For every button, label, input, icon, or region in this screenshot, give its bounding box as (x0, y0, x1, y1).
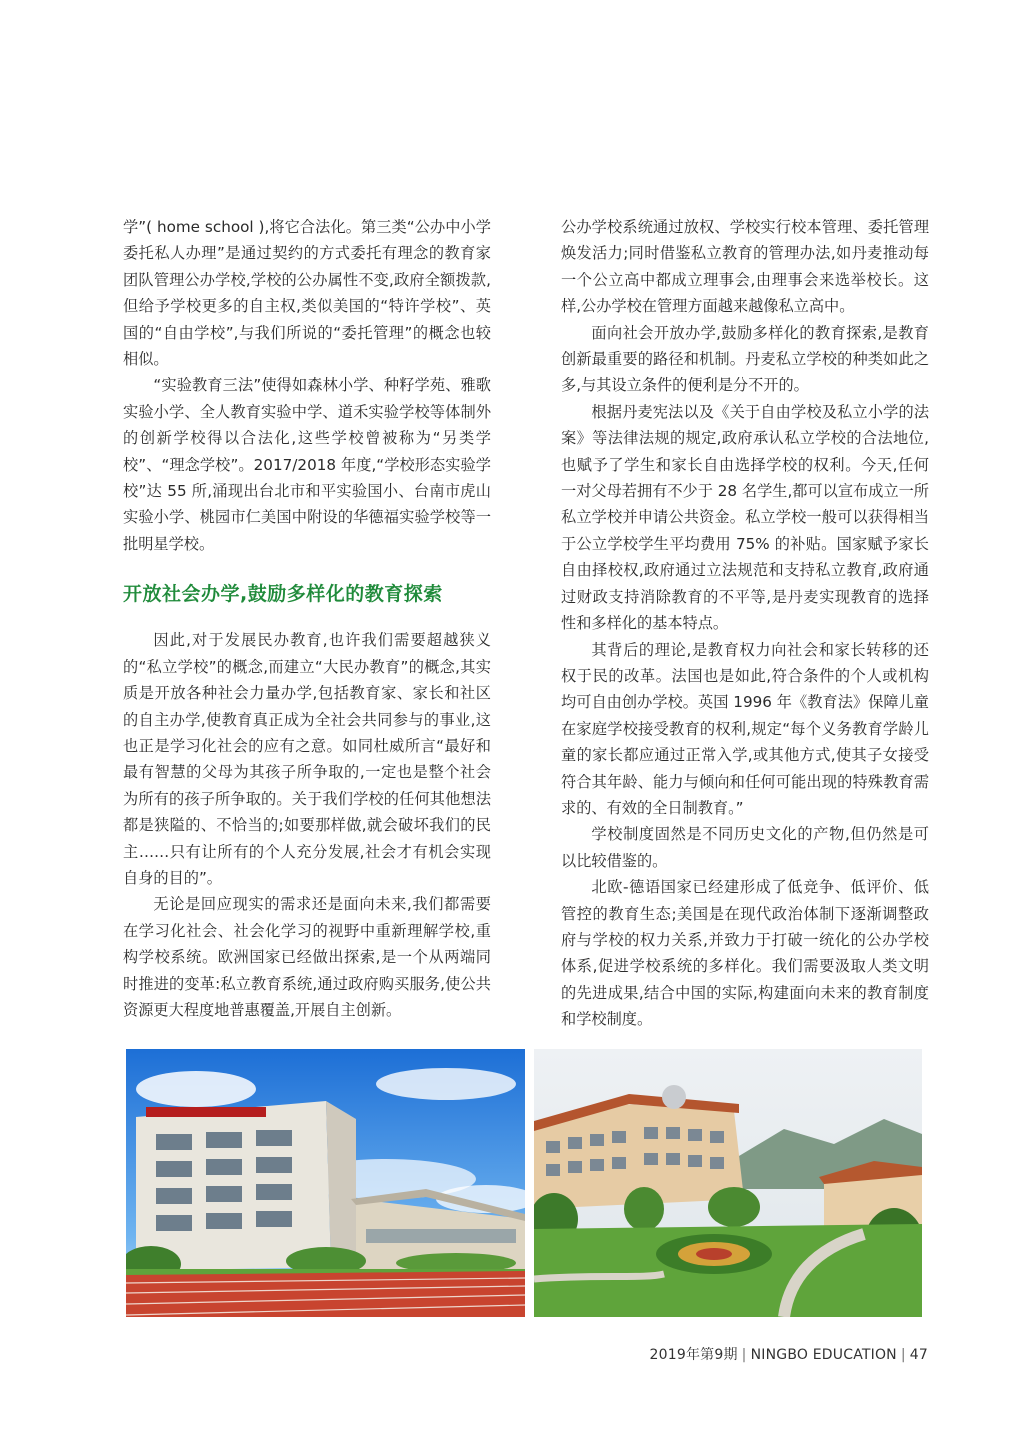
school-building-photo (126, 1049, 525, 1317)
page-number: 47 (909, 1347, 928, 1363)
paragraph: 公办学校系统通过放权、学校实行校本管理、委托管理焕发活力;同时借鉴私立教育的管理办法,如丹麦推动每一个公立高中都成立理事会,由理事会来选举校长。这样,公办学校在管理方面越来越像私立高中。 (561, 218, 929, 316)
section-heading: 开放社会办学,鼓励多样化的教育探索 (123, 583, 443, 606)
footer-separator: | (900, 1347, 906, 1363)
paragraph: 面向社会开放办学,鼓励多样化的教育探索,是教育创新最重要的路径和机制。丹麦私立学校的种类如此之多,与其设立条件的便利是分不开的。 (561, 323, 929, 395)
campus-garden-photo (534, 1049, 922, 1317)
paragraph: “实验教育三法”使得如森林小学、种籽学苑、雅歌实验小学、全人教育实验中学、道禾实验学校等体制外的创新学校得以合法化,这些学校曾被称为“另类学校”、“理念学校”。2017/2018 年度,“学校形态实验学校”达 55 所,涌现出台北市和平实验国小、台南市虎山实验小学、桃园市仁美国中附设的华德福实验学校等一批明星学校。 (123, 376, 491, 553)
footer-separator: | (741, 1347, 747, 1363)
paragraph: 无论是回应现实的需求还是面向未来,我们都需要在学习化社会、社会化学习的视野中重新理解学校,重构学校系统。欧洲国家已经做出探索,是一个从两端同时推进的变革:私立教育系统,通过政府购买服务,使公共资源更大程度地普惠覆盖,开展自主创新。 (123, 895, 491, 1019)
issue-label: 2019年第9期 (649, 1347, 738, 1363)
paragraph: 北欧-德语国家已经建形成了低竞争、低评价、低管控的教育生态;美国是在现代政治体制下逐渐调整政府与学校的权力关系,并致力于打破一统化的公办学校体系,促进学校系统的多样化。我们需要汲取人类文明的先进成果,结合中国的实际,构建面向未来的教育制度和学校制度。 (561, 878, 929, 1029)
page-footer (650, 1344, 928, 1364)
article-right-column (561, 214, 929, 1033)
magazine-name: NINGBO EDUCATION (750, 1347, 897, 1363)
paragraph: 因此,对于发展民办教育,也许我们需要超越狭义的“私立学校”的概念,而建立“大民办教育”的概念,其实质是开放各种社会力量办学,包括教育家、家长和社区的自主办学,使教育真正成为全社会共同参与的事业,这也正是学习化社会的应有之意。如同杜威所言“最好和最有智慧的父母为其孩子所争取的,一定也是整个社会为所有的孩子所争取的。关于我们学校的任何其他想法都是狭隘的、不恰当的;如要那样做,就会破坏我们的民主……只有让所有的个人充分发展,社会才有机会实现自身的目的”。 (123, 631, 491, 887)
paragraph: 其背后的理论,是教育权力向社会和家长转移的还权于民的改革。法国也是如此,符合条件的个人或机构均可自由创办学校。英国 1996 年《教育法》保障儿童在家庭学校接受教育的权利,规定“每个义务教育学龄儿童的家长都应通过正常入学,或其他方式,使其子女接受符合其年龄、能力与倾向和任何可能出现的特殊教育需求的、有效的全日制教育。” (561, 640, 929, 817)
paragraph: 根据丹麦宪法以及《关于自由学校及私立小学的法案》等法律法规的规定,政府承认私立学校的合法地位,也赋予了学生和家长自由选择学校的权利。今天,任何一对父母若拥有不少于 28 名学生,都可以宣布成立一所私立学校并申请公共资金。私立学校一般可以获得相当于公立学校学生平均费用 75% 的补贴。国家赋予家长自由择校权,政府通过立法规范和支持私立教育,政府通过财政支持消除教育的不平等,是丹麦实现教育的选择性和多样化的基本特点。 (561, 402, 929, 633)
paragraph: 学校制度固然是不同历史文化的产物,但仍然是可以比较借鉴的。 (561, 825, 929, 870)
paragraph: 学”( home school ),将它合法化。第三类“公办中小学委托私人办理”是通过契约的方式委托有理念的教育家团队管理公办学校,学校的公办属性不变,政府全额拨款,但给予学校更多的自主权,类似美国的“特许学校”、英国的“自由学校”,与我们所说的“委托管理”的概念也较相似。 (123, 218, 491, 369)
article-left-column (123, 214, 491, 1023)
